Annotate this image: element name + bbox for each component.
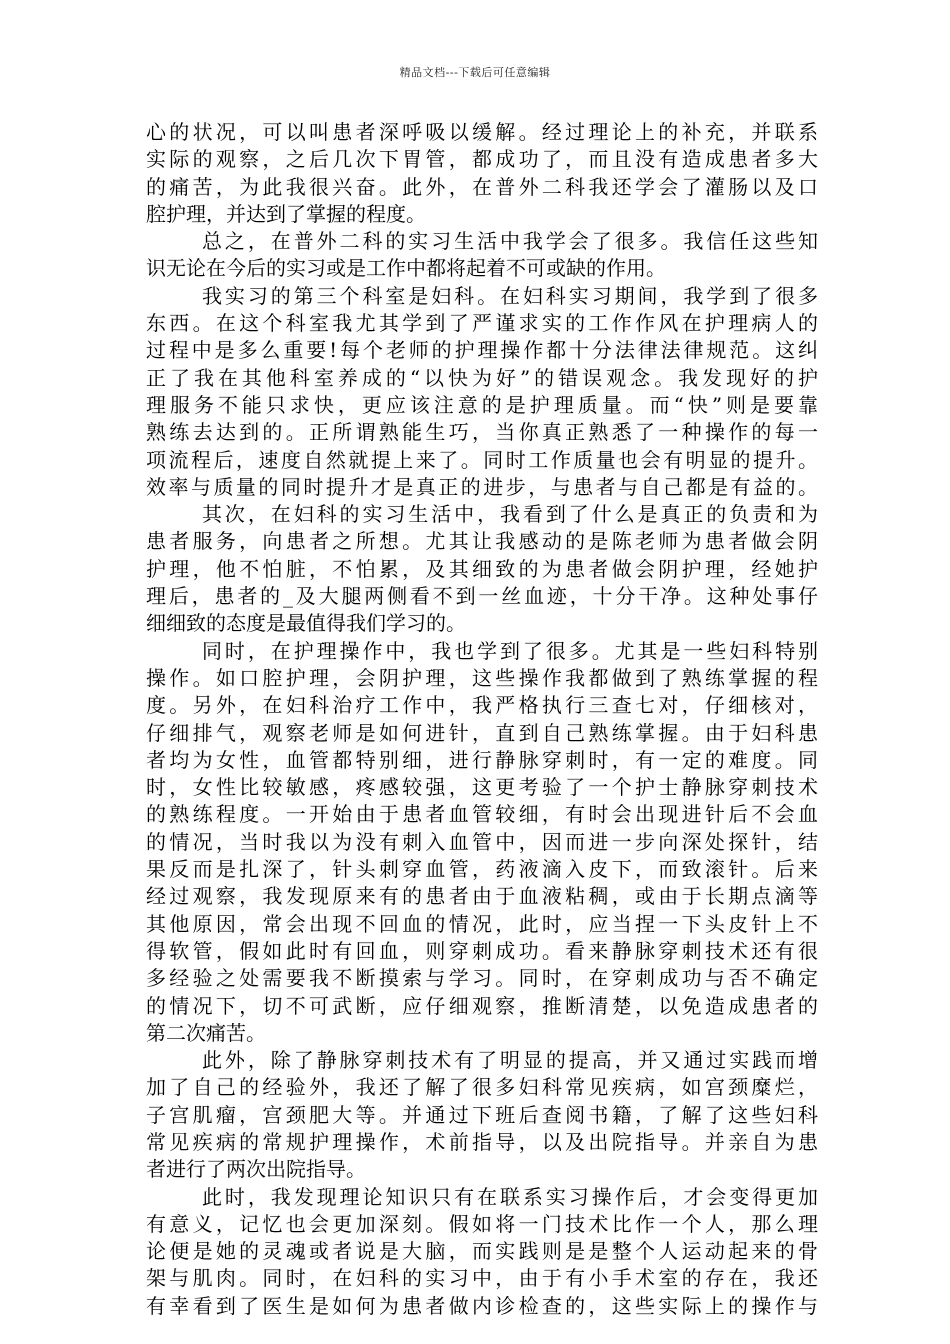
text-line: 效率与质量的同时提升才是真正的进步，与患者与自己都是有益的。 (146, 474, 818, 499)
text-line: 熟练去达到的。正所谓熟能生巧，当你真正熟悉了一种操作的每一 (146, 420, 818, 445)
text-line: 理服务不能只求快，更应该注意的是护理质量。而“快”则是要靠 (146, 392, 818, 417)
text-line: 我实习的第三个科室是妇科。在妇科实习期间，我学到了很多 (202, 283, 818, 308)
text-line: 此外，除了静脉穿刺技术有了明显的提高，并又通过实践而增 (202, 1048, 818, 1073)
text-line: 架与肌肉。同时，在妇科的实习中，由于有小手术室的存在，我还 (146, 1266, 818, 1291)
text-line: 有幸看到了医生是如何为患者做内诊检查的，这些实际上的操作与 (146, 1293, 818, 1318)
text-line: 正了我在其他科室养成的“以快为好”的错误观念。我发现好的护 (146, 365, 818, 390)
text-line: 果反而是扎深了，针头刺穿血管，药液滴入皮下，而致滚针。后来 (146, 857, 818, 882)
text-line: 经过观察，我发现原来有的患者由于血液粘稠，或由于长期点滴等 (146, 884, 818, 909)
text-line: 实际的观察，之后几次下胃管，都成功了，而且没有造成患者多大 (146, 147, 818, 172)
document-body (146, 119, 818, 1320)
text-line: 患者服务，向患者之所想。尤其让我感动的是陈老师为患者做会阴 (146, 529, 818, 554)
text-line: 护理，他不怕脏，不怕累，及其细致的为患者做会阴护理，经她护 (146, 556, 818, 581)
text-line: 度。另外，在妇科治疗工作中，我严格执行三查七对，仔细核对， (146, 693, 818, 718)
text-line: 时，女性比较敏感，疼感较强，这更考验了一个护士静脉穿刺技术 (146, 775, 818, 800)
text-line: 总之，在普外二科的实习生活中我学会了很多。我信任这些知 (202, 229, 818, 254)
text-line: 子宫肌瘤，宫颈肥大等。并通过下班后查阅书籍，了解了这些妇科 (146, 1102, 818, 1127)
text-line: 理后，患者的_及大腿两侧看不到一丝血迹，十分干净。这种处事仔 (146, 584, 818, 609)
text-line: 其他原因，常会出现不回血的情况，此时，应当捏一下头皮针上不 (146, 911, 818, 936)
text-line: 细细致的态度是最值得我们学习的。 (146, 611, 466, 636)
text-line: 识无论在今后的实习或是工作中都将起着不可或缺的作用。 (146, 256, 666, 281)
text-line: 论便是她的灵魂或者说是大脑，而实践则是是整个人运动起来的骨 (146, 1239, 818, 1264)
text-line: 常见疾病的常规护理操作，术前指导，以及出院指导。并亲自为患 (146, 1129, 818, 1154)
text-line: 心的状况，可以叫患者深呼吸以缓解。经过理论上的补充，并联系 (146, 120, 818, 144)
text-line: 者进行了两次出院指导。 (146, 1157, 366, 1182)
text-line: 加了自己的经验外，我还了解了很多妇科常见疾病，如宫颈糜烂， (146, 1075, 818, 1100)
text-line: 有意义，记忆也会更加深刻。假如将一门技术比作一个人，那么理 (146, 1211, 818, 1236)
text-line: 操作。如口腔护理，会阴护理，这些操作我都做到了熟练掌握的程 (146, 665, 818, 690)
page-header: 精品文档---下载后可任意编辑 (399, 66, 551, 79)
text-line: 腔护理，并达到了掌握的程度。 (146, 201, 426, 226)
text-line: 项流程后，速度自然就提上来了。同时工作质量也会有明显的提升。 (146, 447, 818, 472)
text-line: 其次，在妇科的实习生活中，我看到了什么是真正的负责和为 (202, 502, 818, 527)
text-line: 仔细排气，观察老师是如何进针，直到自己熟练掌握。由于妇科患 (146, 720, 818, 745)
text-line: 者均为女性，血管都特别细，进行静脉穿刺时，有一定的难度。同 (146, 747, 818, 772)
text-line: 的痛苦，为此我很兴奋。此外，在普外二科我还学会了灌肠以及口 (146, 174, 818, 199)
text-line: 东西。在这个科室我尤其学到了严谨求实的工作作风在护理病人的 (146, 311, 818, 336)
text-line: 过程中是多么重要!每个老师的护理操作都十分法律法律规范。这纠 (146, 338, 818, 363)
text-line: 的熟练程度。一开始由于患者血管较细，有时会出现进针后不会血 (146, 802, 818, 827)
text-line: 的情况，当时我以为没有刺入血管中，因而进一步向深处探针，结 (146, 829, 818, 854)
text-line: 第二次痛苦。 (146, 1020, 266, 1045)
text-line: 多经验之处需要我不断摸索与学习。同时，在穿刺成功与否不确定 (146, 966, 818, 991)
text-line: 的情况下，切不可武断，应仔细观察，推断清楚，以免造成患者的 (146, 993, 818, 1018)
text-line: 此时，我发现理论知识只有在联系实习操作后，才会变得更加 (202, 1184, 818, 1209)
text-line: 同时，在护理操作中，我也学到了很多。尤其是一些妇科特别 (202, 638, 818, 663)
text-line: 得软管，假如此时有回血，则穿刺成功。看来静脉穿刺技术还有很 (146, 938, 818, 963)
